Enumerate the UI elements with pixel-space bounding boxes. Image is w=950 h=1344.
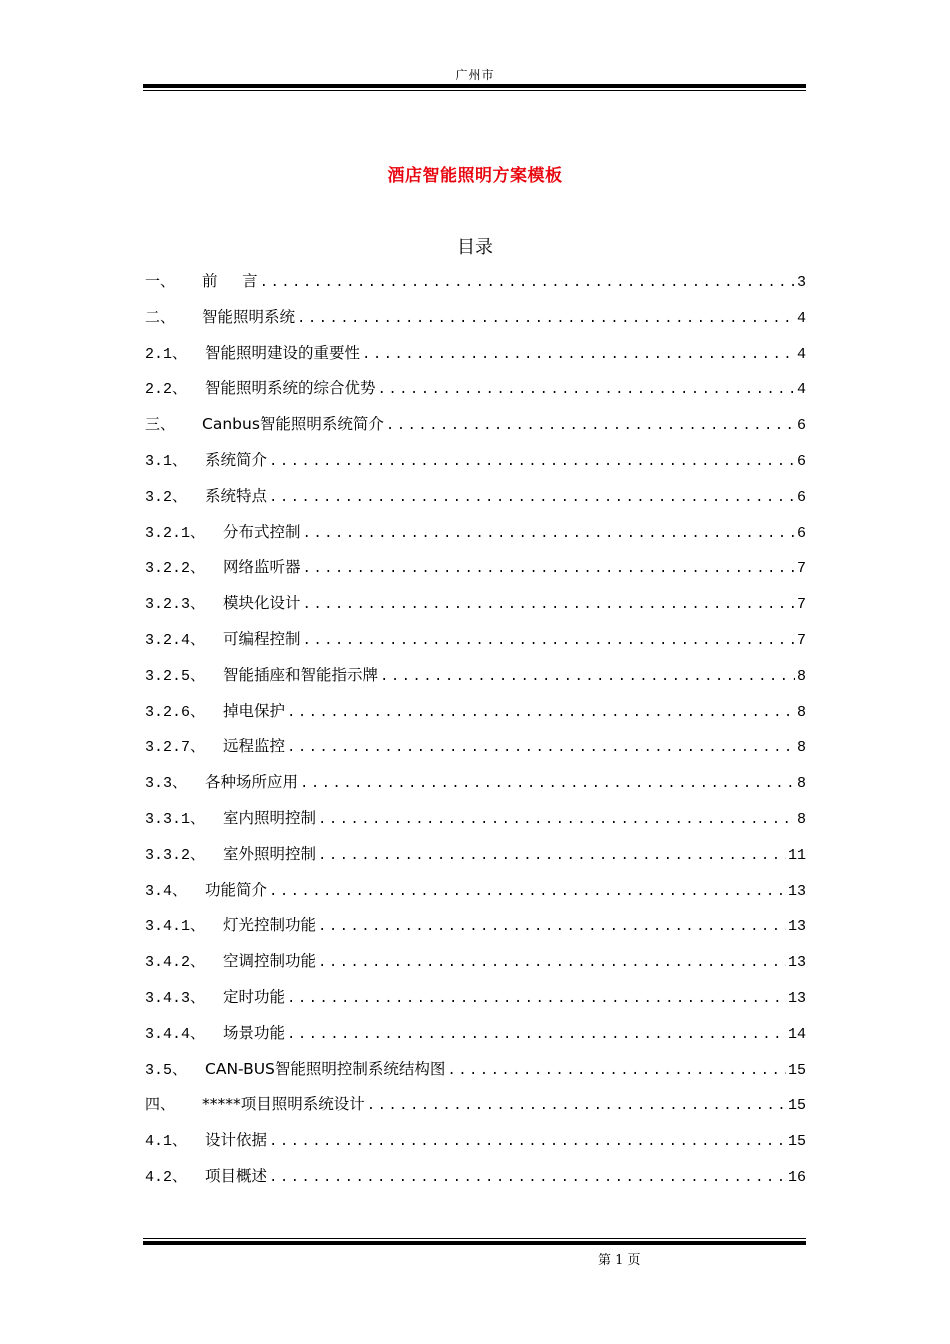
toc-dot-leader: [378, 664, 795, 690]
toc-entry-number: 四、: [145, 1097, 203, 1115]
toc-dot-leader: [365, 1093, 786, 1119]
toc-entry-number: 3.3、: [145, 775, 206, 793]
toc-entry-number: 4.2、: [145, 1168, 206, 1186]
toc-entry-number: 3.1、: [145, 452, 206, 470]
toc-entry-page: 7: [796, 560, 806, 578]
toc-entry-number: 3.5、: [145, 1061, 206, 1079]
toc-entry-title: 场景功能: [223, 1023, 286, 1042]
page-header: 广州市: [455, 68, 495, 82]
toc-entry-number: 3.4、: [145, 882, 206, 900]
toc-entry-number: 3.4.2、: [145, 954, 224, 972]
header-rule-thick: [143, 84, 806, 88]
toc-entry-title: 智能插座和智能指示牌: [223, 665, 379, 684]
toc-entry-title: 灯光控制功能: [223, 916, 317, 935]
toc-entry-title: 室内照明控制: [223, 808, 317, 827]
toc-entry[interactable]: [145, 1091, 806, 1127]
toc-dot-leader: [301, 521, 795, 547]
toc-entry[interactable]: [145, 698, 806, 734]
toc-entry[interactable]: [145, 1127, 806, 1163]
toc-entry-number: 2.2、: [145, 381, 206, 399]
toc-dot-leader: [384, 413, 795, 439]
toc-dot-leader: [285, 700, 795, 726]
toc-entry[interactable]: [145, 984, 806, 1020]
toc-dot-leader: [445, 1058, 786, 1084]
toc-entry-page: 15: [787, 1097, 806, 1115]
toc-entry-title: CAN-BUS智能照明控制系统结构图: [205, 1059, 446, 1078]
toc-entry-number: 3.2.6、: [145, 703, 224, 721]
toc-entry-title: 项目概述: [205, 1166, 268, 1185]
toc-dot-leader: [267, 1129, 786, 1155]
toc-dot-leader: [295, 306, 795, 332]
toc-entry-page: 7: [796, 631, 806, 649]
toc-entry-number: 2.1、: [145, 345, 206, 363]
toc-entry-number: 3.2.1、: [145, 524, 224, 542]
header-rule: [143, 84, 806, 91]
toc-entry-title: 设计依据: [205, 1131, 268, 1150]
toc-dot-leader: [285, 735, 795, 761]
toc-dot-leader: [316, 950, 786, 976]
toc-entry-number: 3.2.2、: [145, 560, 224, 578]
toc-entry-page: 3: [796, 274, 806, 291]
toc-entry-page: 6: [796, 524, 806, 542]
toc-entry-title: 可编程控制: [223, 629, 301, 648]
toc-entry-number: 3.3.2、: [145, 846, 224, 864]
toc-dot-leader: [258, 270, 795, 296]
toc-entry-number: 3.2.7、: [145, 739, 224, 757]
toc-dot-leader: [301, 556, 795, 582]
toc-entry[interactable]: [145, 483, 806, 519]
toc-entry[interactable]: [145, 733, 806, 769]
toc-dot-leader: [316, 843, 786, 869]
toc-entry-page: 8: [796, 775, 806, 793]
toc-entry-title: 掉电保护: [223, 701, 286, 720]
toc-entry[interactable]: [145, 447, 806, 483]
toc-entry[interactable]: [145, 304, 806, 340]
toc-entry-page: 16: [787, 1168, 806, 1186]
toc-entry-title: 空调控制功能: [223, 952, 317, 971]
toc-entry[interactable]: [145, 268, 806, 304]
toc-entry[interactable]: [145, 948, 806, 984]
toc-entry-title: 系统特点: [205, 486, 268, 505]
footer-rule-thin: [143, 1238, 806, 1239]
toc-entry-title: 分布式控制: [223, 522, 301, 541]
toc-entry-page: 8: [796, 810, 806, 828]
toc-entry-page: 13: [787, 918, 806, 936]
header-rule-thin: [143, 90, 806, 91]
toc-entry-number: 4.1、: [145, 1133, 206, 1151]
footer-rule-thick: [143, 1241, 806, 1245]
toc-entry-page: 15: [787, 1133, 806, 1151]
toc-entry-number: 3.4.1、: [145, 918, 224, 936]
toc-dot-leader: [301, 628, 795, 654]
toc-entry[interactable]: [145, 554, 806, 590]
toc-entry-page: 4: [796, 309, 806, 327]
toc-dot-leader: [285, 1022, 786, 1048]
toc-entry-page: 15: [787, 1061, 806, 1079]
toc-entry-title: 系统简介: [205, 450, 268, 469]
toc-entry-number: 3.2、: [145, 488, 206, 506]
toc-entry-title: 功能简介: [205, 880, 268, 899]
toc-entry[interactable]: [145, 805, 806, 841]
toc-entry-page: 7: [796, 596, 806, 614]
toc-entry-page: 4: [796, 345, 806, 363]
toc-entry-number: 三、: [145, 417, 203, 435]
toc-entry[interactable]: [145, 590, 806, 626]
toc-dot-leader: [267, 1165, 786, 1191]
toc-dot-leader: [267, 449, 795, 475]
toc-entry-title: 智能照明系统: [202, 307, 296, 326]
toc-entry-page: 6: [796, 417, 806, 435]
toc-entry[interactable]: [145, 519, 806, 555]
toc-entry-title: 网络监听器: [223, 558, 301, 577]
toc-entry-title: Canbus智能照明系统简介: [202, 415, 384, 434]
toc-entry-number: 二、: [145, 309, 203, 327]
toc-entry-number: 一、: [145, 274, 203, 291]
toc-entry-title: 各种场所应用: [205, 773, 299, 792]
toc-entry-title: 室外照明控制: [223, 844, 317, 863]
toc-entry-page: 4: [796, 381, 806, 399]
toc-entry-number: 3.4.4、: [145, 1025, 224, 1043]
toc-entry[interactable]: [145, 841, 806, 877]
toc-dot-leader: [267, 485, 795, 511]
toc-entry-title: 远程监控: [223, 737, 286, 756]
toc-dot-leader: [360, 342, 795, 368]
toc-entry-page: 8: [796, 739, 806, 757]
toc-entry-page: 6: [796, 452, 806, 470]
toc-dot-leader: [376, 377, 795, 403]
toc-entry[interactable]: [145, 769, 806, 805]
footer-rule: [143, 1238, 806, 1245]
toc-dot-leader: [298, 771, 795, 797]
toc-entry[interactable]: [145, 375, 806, 411]
toc-entry[interactable]: [145, 1020, 806, 1056]
toc-dot-leader: [285, 986, 786, 1012]
toc-entry-number: 3.2.3、: [145, 596, 224, 614]
toc-dot-leader: [301, 592, 795, 618]
toc-entry-page: 6: [796, 488, 806, 506]
toc-entry-page: 8: [796, 703, 806, 721]
toc-entry-number: 3.2.5、: [145, 667, 224, 685]
toc-entry-title: 智能照明系统的综合优势: [205, 379, 376, 398]
toc-dot-leader: [267, 879, 786, 905]
toc-entry[interactable]: [145, 877, 806, 913]
toc-entry-title: 模块化设计: [223, 594, 301, 613]
toc-entry-page: 8: [796, 667, 806, 685]
toc-dot-leader: [316, 914, 786, 940]
toc-entry-title: *****项目照明系统设计: [202, 1095, 365, 1114]
toc-heading: 目录: [457, 237, 493, 258]
toc-entry-page: 11: [787, 846, 806, 864]
toc-entry-page: 13: [787, 954, 806, 972]
toc-entry[interactable]: [145, 340, 806, 376]
toc-entry-number: 3.3.1、: [145, 810, 224, 828]
toc-entry-title: 定时功能: [223, 987, 286, 1006]
document-title: 酒店智能照明方案模板: [387, 166, 563, 186]
toc-entry-title: 前 言: [202, 272, 258, 290]
toc-entry-title: 智能照明建设的重要性: [205, 343, 361, 362]
toc-entry-page: 13: [787, 882, 806, 900]
toc-entry[interactable]: [145, 411, 806, 447]
page-number: 第 1 页: [598, 1253, 641, 1268]
toc-entry-number: 3.2.4、: [145, 631, 224, 649]
toc-entry[interactable]: [145, 1163, 806, 1199]
toc-entry-page: 13: [787, 989, 806, 1007]
toc-entry-number: 3.4.3、: [145, 989, 224, 1007]
toc-dot-leader: [316, 807, 795, 833]
table-of-contents: [145, 268, 806, 1199]
toc-entry[interactable]: [145, 912, 806, 948]
toc-entry[interactable]: [145, 1056, 806, 1092]
toc-entry[interactable]: [145, 662, 806, 698]
toc-entry[interactable]: [145, 626, 806, 662]
toc-entry-page: 14: [787, 1025, 806, 1043]
